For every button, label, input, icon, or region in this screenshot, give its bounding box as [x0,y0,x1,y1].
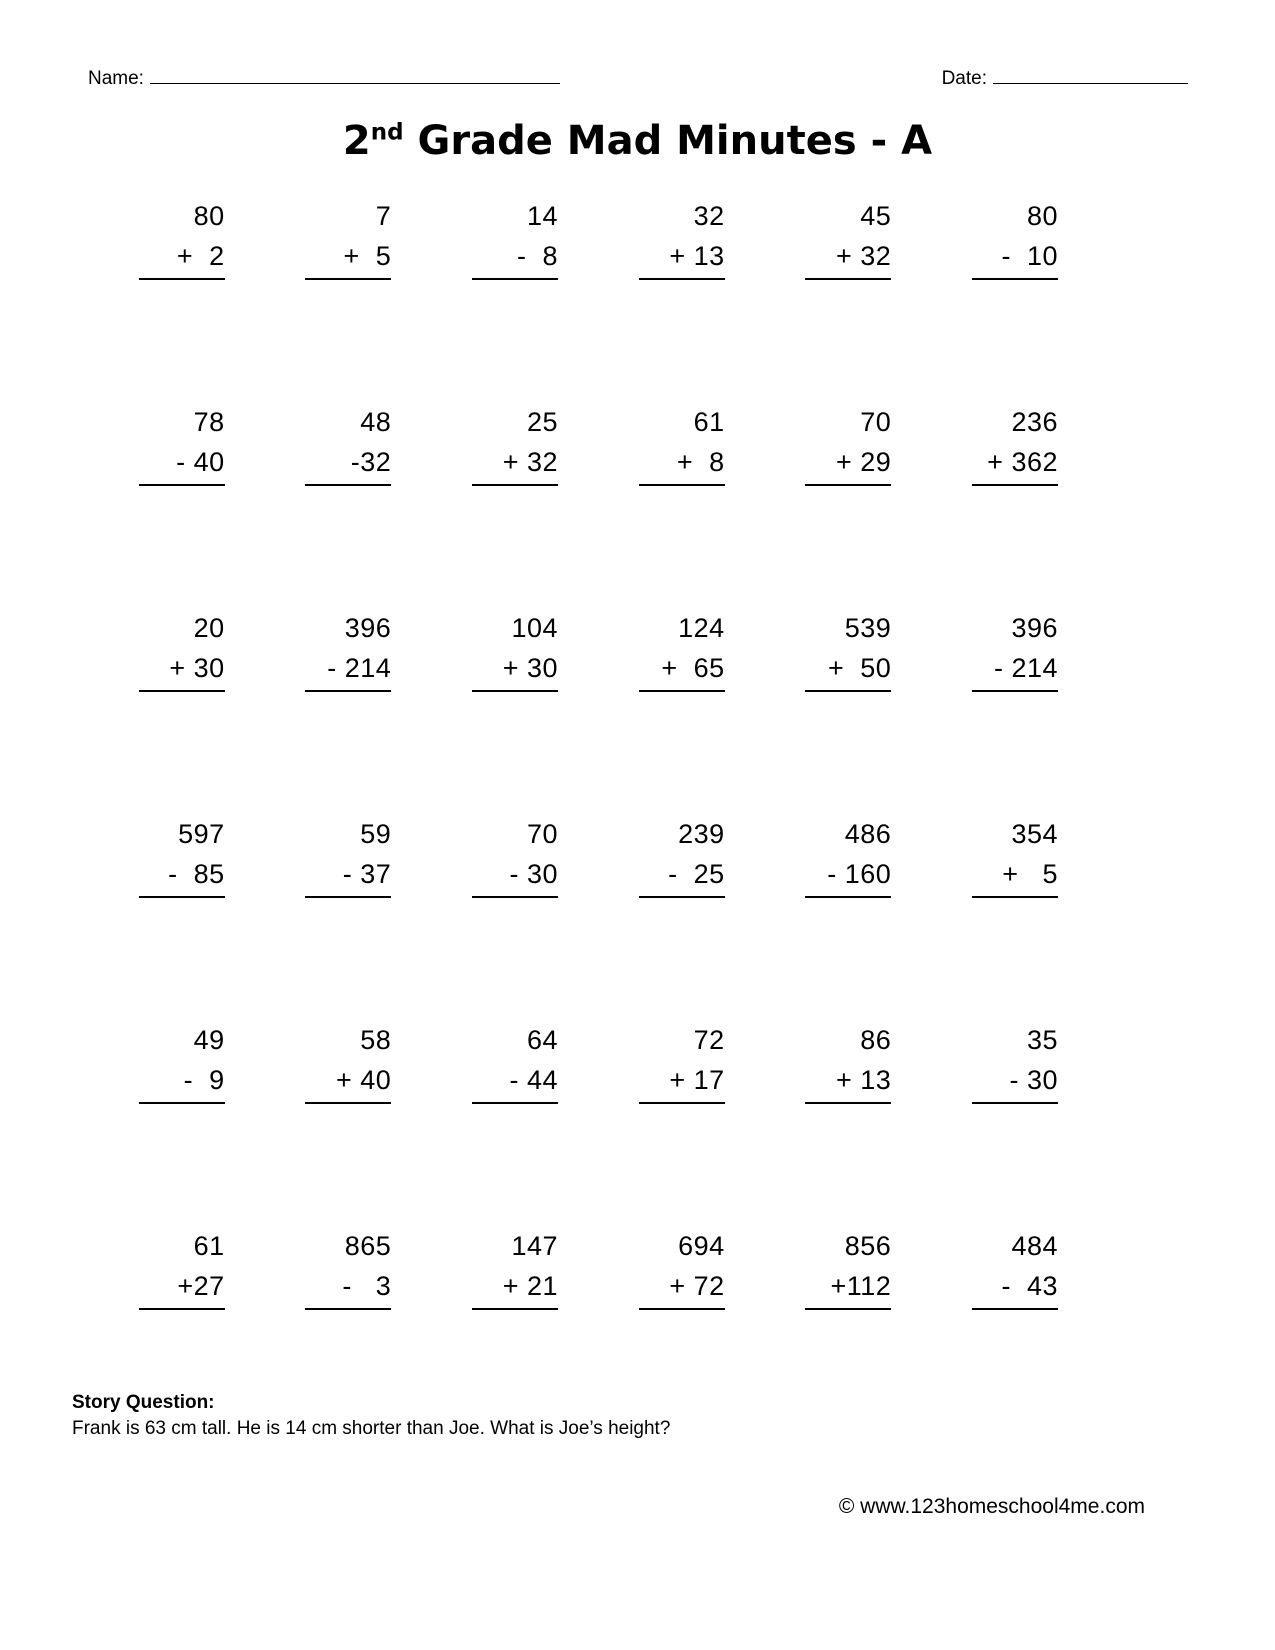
problem-operator-and-bottom-number: + 13 [805,1060,891,1104]
problem-operator-and-bottom-number: - 160 [805,854,891,898]
date-field[interactable] [942,68,1188,90]
math-problem [767,608,934,814]
problem-top-number: 25 [526,407,558,437]
problem-top-number: 49 [193,1025,225,1055]
title-ordinal-suffix: nd [370,119,404,146]
problem-operator-and-bottom-number: - 30 [472,854,558,898]
problem-operator-and-bottom-number: - 214 [305,648,391,692]
problem-top-number: 35 [1026,1025,1058,1055]
problem-operator-and-bottom-number: + 13 [639,236,725,280]
problem-grid [100,196,1100,1432]
header-fields [88,68,1188,90]
date-input-line[interactable] [993,69,1188,84]
story-question-title: Story Question: [72,1392,215,1413]
page-title [0,118,1275,164]
math-problem [433,1020,600,1226]
problem-top-number: 80 [1026,201,1058,231]
math-problem [433,608,600,814]
problem-top-number: 124 [678,613,725,643]
problem-top-number: 45 [860,201,892,231]
problem-top-number: 486 [844,819,892,849]
problem-top-number: 32 [693,201,725,231]
problem-top-number: 354 [1011,819,1058,849]
math-problem [600,1020,767,1226]
problem-operator-and-bottom-number: + 32 [805,236,891,280]
story-question-text: Frank is 63 cm tall. He is 14 cm shorter than Joe. What is Joe’s height? [72,1418,671,1439]
problem-operator-and-bottom-number: + 5 [305,236,391,280]
date-label: Date: [941,68,987,89]
problem-operator-and-bottom-number: - 30 [972,1060,1058,1104]
math-problem [100,608,267,814]
problem-top-number: 58 [360,1025,392,1055]
math-problem [600,814,767,1020]
problem-top-number: 7 [375,201,392,231]
math-problem [933,402,1100,608]
problem-operator-and-bottom-number: +112 [805,1266,891,1310]
problem-operator-and-bottom-number: - 8 [472,236,558,280]
math-problem [433,814,600,1020]
problem-top-number: 70 [860,407,892,437]
problem-operator-and-bottom-number: - 10 [972,236,1058,280]
problem-top-number: 396 [344,613,392,643]
problem-top-number: 64 [526,1025,558,1055]
math-problem [933,814,1100,1020]
problem-top-number: 147 [511,1231,558,1261]
problem-top-number: 86 [860,1025,892,1055]
problem-operator-and-bottom-number: + 50 [805,648,891,692]
math-problem [267,196,434,402]
problem-operator-and-bottom-number: - 85 [139,854,225,898]
problem-operator-and-bottom-number: + 17 [639,1060,725,1104]
problem-top-number: 597 [178,819,225,849]
problem-operator-and-bottom-number: - 44 [472,1060,558,1104]
math-problem [600,608,767,814]
math-problem [100,1020,267,1226]
math-problem [267,608,434,814]
math-problem [433,196,600,402]
footer-credit: © www.123homeschool4me.com [838,1495,1145,1518]
problem-top-number: 48 [360,407,392,437]
problem-top-number: 236 [1011,407,1058,437]
problem-operator-and-bottom-number: -32 [305,442,391,486]
name-field[interactable] [88,68,560,90]
math-problem [100,402,267,608]
math-problem [933,608,1100,814]
name-label: Name: [88,68,144,89]
math-problem [933,1020,1100,1226]
problem-top-number: 239 [678,819,725,849]
problem-top-number: 70 [526,819,558,849]
problem-operator-and-bottom-number: - 3 [305,1266,391,1310]
problem-operator-and-bottom-number: - 37 [305,854,391,898]
problem-operator-and-bottom-number: + 362 [972,442,1058,486]
problem-operator-and-bottom-number: + 21 [472,1266,558,1310]
problem-operator-and-bottom-number: + 72 [639,1266,725,1310]
problem-operator-and-bottom-number: - 43 [972,1266,1058,1310]
problem-operator-and-bottom-number: + 65 [639,648,725,692]
problem-top-number: 59 [360,819,392,849]
math-problem [100,814,267,1020]
math-problem [933,196,1100,402]
title-prefix: 2 [342,118,371,164]
problem-top-number: 78 [193,407,225,437]
problem-top-number: 865 [344,1231,392,1261]
problem-top-number: 20 [193,613,225,643]
problem-operator-and-bottom-number: + 30 [139,648,225,692]
math-problem [600,196,767,402]
problem-operator-and-bottom-number: - 25 [639,854,725,898]
problem-top-number: 14 [526,201,558,231]
problem-operator-and-bottom-number: + 32 [472,442,558,486]
problem-top-number: 484 [1011,1231,1058,1261]
math-problem [433,402,600,608]
problem-top-number: 104 [511,613,558,643]
problem-operator-and-bottom-number: + 2 [139,236,225,280]
math-problem [100,196,267,402]
problem-top-number: 396 [1011,613,1058,643]
problem-top-number: 856 [844,1231,892,1261]
math-problem [267,402,434,608]
title-rest: Grade Mad Minutes - A [403,118,933,164]
problem-operator-and-bottom-number: + 8 [639,442,725,486]
math-problem [600,402,767,608]
math-problem [767,196,934,402]
math-problem [767,402,934,608]
problem-top-number: 72 [693,1025,725,1055]
problem-top-number: 61 [193,1231,225,1261]
problem-operator-and-bottom-number: - 40 [139,442,225,486]
problem-operator-and-bottom-number: + 29 [805,442,891,486]
problem-operator-and-bottom-number: + 5 [972,854,1058,898]
name-input-line[interactable] [150,69,560,84]
math-problem [267,814,434,1020]
problem-operator-and-bottom-number: + 30 [472,648,558,692]
math-problem [267,1020,434,1226]
math-problem [767,814,934,1020]
problem-operator-and-bottom-number: - 9 [139,1060,225,1104]
problem-top-number: 694 [678,1231,725,1261]
problem-operator-and-bottom-number: - 214 [972,648,1058,692]
problem-operator-and-bottom-number: +27 [139,1266,225,1310]
problem-top-number: 539 [844,613,892,643]
problem-operator-and-bottom-number: + 40 [305,1060,391,1104]
math-problem [767,1020,934,1226]
story-question [72,1392,1172,1440]
problem-top-number: 80 [193,201,225,231]
problem-top-number: 61 [693,407,725,437]
